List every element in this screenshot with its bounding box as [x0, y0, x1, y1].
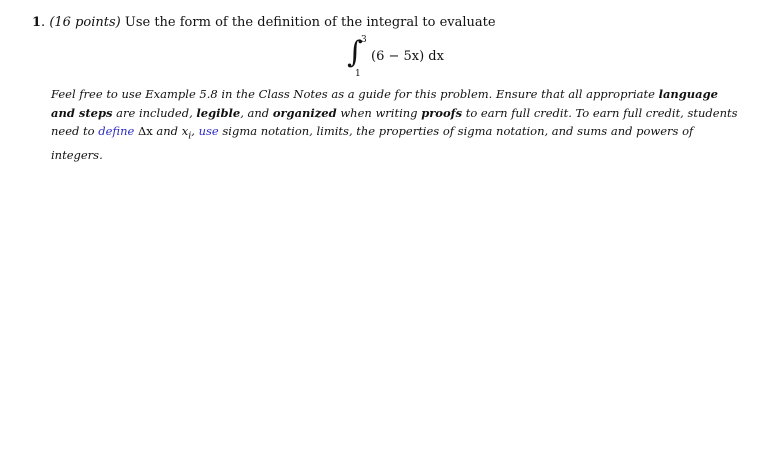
problem-number: 1	[32, 15, 42, 30]
integral-lower-limit: 1	[355, 69, 361, 79]
use-keyword: use	[198, 124, 219, 138]
x-i-base: x	[181, 124, 189, 138]
problem-block	[32, 14, 752, 164]
emphasis-proofs: proofs	[421, 105, 463, 120]
instructions-text-1: Feel free to use Example 5.8 in the Class Notes as a guide for this problem. Ensure that all appropriate	[51, 87, 659, 101]
instructions-text-5: to earn full credit. To earn full credit, students need to	[51, 105, 738, 138]
instructions-text-7: ,	[191, 124, 199, 138]
emphasis-legible: legible	[196, 105, 241, 120]
definite-integral	[347, 34, 467, 82]
problem-prompt: Use the form of the definition of the integral to evaluate	[124, 15, 496, 30]
integral-upper-limit: 3	[361, 35, 367, 45]
problem-points: (16 points)	[49, 15, 121, 30]
x-i-symbol	[181, 124, 192, 142]
emphasis-language-and-steps: language and steps	[51, 87, 718, 120]
problem-header	[32, 14, 752, 32]
x-i-subscript: i	[188, 130, 192, 142]
define-keyword: define	[98, 124, 135, 138]
delta-x-symbol: Δx	[137, 124, 153, 138]
instructions-text-3: , and	[240, 105, 273, 120]
instructions-text-2: are included,	[112, 105, 197, 120]
instructions-text-4: when writing	[336, 105, 422, 120]
integral-sign-icon: ∫	[347, 35, 363, 70]
instructions-text-8: sigma notation, limits, the properties of sigma notation, and sums and powers of integers.	[51, 124, 694, 162]
instructions-text-6: and	[152, 124, 182, 138]
integral-display	[32, 34, 752, 82]
problem-number-suffix: .	[41, 15, 46, 30]
integrand: (6 − 5x) dx	[371, 49, 444, 64]
emphasis-organized: organized	[272, 105, 337, 120]
instructions-paragraph	[51, 85, 741, 164]
